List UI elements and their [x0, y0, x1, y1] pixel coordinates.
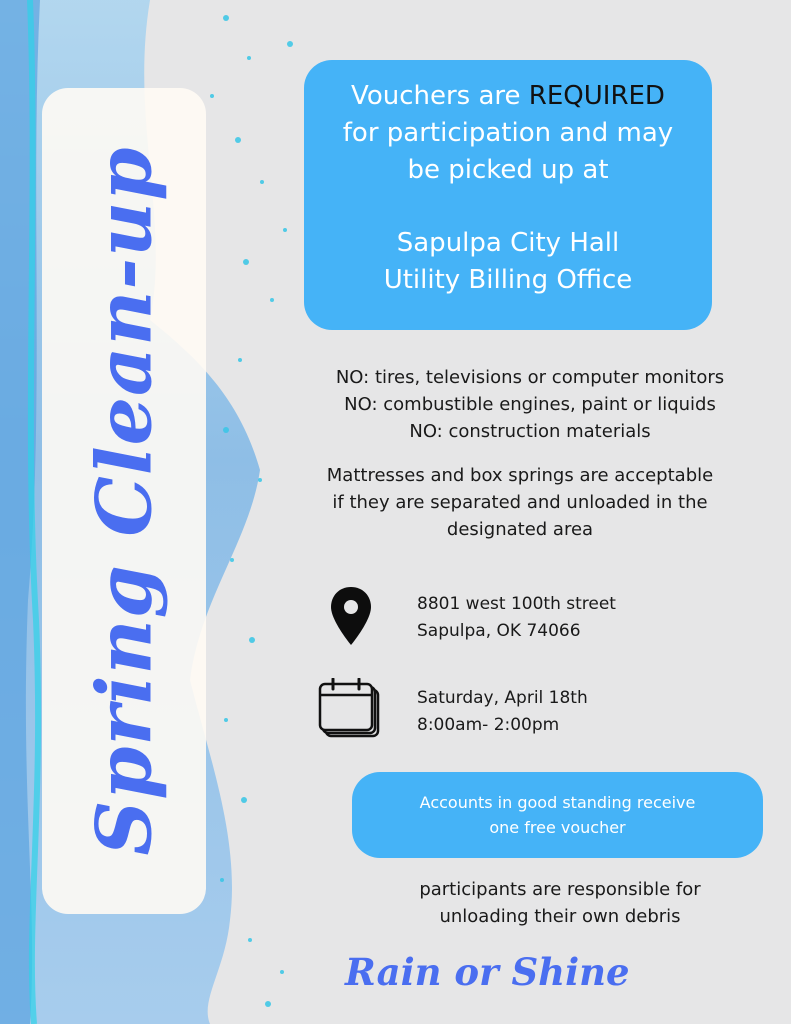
- participants-line-1: participants are responsible for: [419, 879, 701, 900]
- accounts-line-1: Accounts in good standing receive: [419, 793, 696, 812]
- spacer: [304, 189, 712, 225]
- prohibited-item: NO: combustible engines, paint or liquids: [344, 394, 716, 415]
- rain-or-shine-footer: Rain or Shine: [345, 950, 630, 994]
- voucher-line-1: Vouchers are REQUIRED: [351, 81, 665, 111]
- required-emphasis: REQUIRED: [528, 81, 665, 111]
- accounts-line-2: one free voucher: [489, 818, 626, 837]
- voucher-line-2: for participation and may: [342, 118, 674, 148]
- participants-line-2: unloading their own debris: [439, 906, 681, 927]
- participants-note: [340, 876, 780, 930]
- accounts-voucher-box: [352, 772, 763, 858]
- mattress-note-line: Mattresses and box springs are acceptable: [326, 465, 714, 486]
- mattress-note-line: if they are separated and unloaded in the: [332, 492, 708, 513]
- voucher-line-3: be picked up at: [407, 155, 609, 185]
- mattress-note: [270, 462, 770, 543]
- address-line-2: Sapulpa, OK 74066: [417, 621, 581, 641]
- event-date: Saturday, April 18th: [417, 688, 588, 708]
- pickup-location-line-2: Utility Billing Office: [383, 265, 633, 295]
- map-pin-icon: [328, 585, 374, 649]
- address-line-1: 8801 west 100th street: [417, 594, 616, 614]
- prohibited-items-list: [270, 364, 790, 445]
- calendar-icon: [318, 678, 384, 740]
- flyer-title: Spring Clean-up: [79, 146, 169, 856]
- event-time: 8:00am- 2:00pm: [417, 715, 560, 735]
- prohibited-item: NO: tires, televisions or computer monitors: [335, 367, 725, 388]
- voucher-info-box: [304, 60, 712, 330]
- mattress-note-line: designated area: [446, 519, 594, 540]
- pickup-location-line-1: Sapulpa City Hall: [396, 228, 620, 258]
- event-datetime: [417, 685, 588, 739]
- prohibited-item: NO: construction materials: [409, 421, 651, 442]
- event-address: [417, 591, 616, 645]
